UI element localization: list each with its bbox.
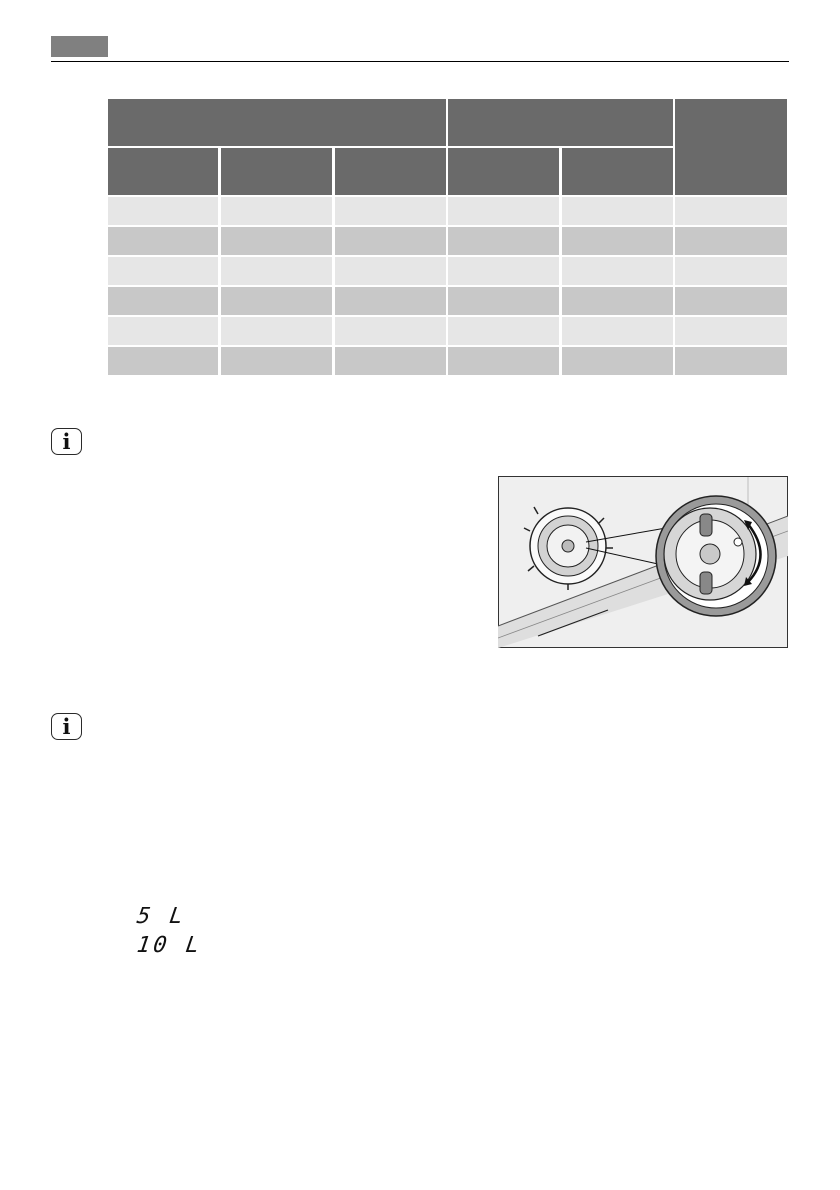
settings-table [108, 99, 787, 375]
table-cell [335, 317, 446, 345]
table-cell [448, 347, 559, 375]
table-cell [335, 197, 446, 225]
table-cell [562, 197, 673, 225]
info-icon: i [51, 713, 82, 740]
table-cell [675, 197, 787, 225]
table-header-group-3 [675, 99, 787, 195]
table-cell [335, 287, 446, 315]
table-cell [221, 257, 332, 285]
table-cell [562, 347, 673, 375]
table-header-group-1 [108, 99, 446, 146]
table-cell [221, 317, 332, 345]
table-cell [448, 317, 559, 345]
header-section-tab [51, 36, 108, 57]
table-cell [335, 257, 446, 285]
table-cell [675, 227, 787, 255]
table-cell [108, 317, 218, 345]
table-cell [675, 317, 787, 345]
info-icon: i [51, 428, 82, 455]
header-rule [51, 61, 789, 62]
table-cell [562, 287, 673, 315]
table-header-col-1 [108, 148, 218, 195]
table-cell [675, 287, 787, 315]
table-cell [335, 227, 446, 255]
table-cell [108, 347, 218, 375]
table-header-col-5 [562, 148, 673, 195]
table-cell [221, 287, 332, 315]
table-header-group-2 [448, 99, 673, 146]
table-cell [108, 197, 218, 225]
table-header-col-4 [448, 148, 559, 195]
table-header-col-2 [221, 148, 332, 195]
large-dial-zoom [656, 496, 776, 616]
table-cell [335, 347, 446, 375]
display-readout-5l: 5 L [135, 904, 188, 929]
table-cell [448, 197, 559, 225]
table-cell [108, 227, 218, 255]
table-cell [448, 227, 559, 255]
table-cell [562, 257, 673, 285]
table-cell [108, 287, 218, 315]
table-cell [221, 197, 332, 225]
table-cell [221, 227, 332, 255]
table-cell [221, 347, 332, 375]
table-cell [675, 257, 787, 285]
table-cell [562, 227, 673, 255]
table-cell [108, 257, 218, 285]
display-readout-10l: 10 L [135, 933, 204, 958]
water-softener-dial-illustration [498, 476, 788, 648]
table-cell [675, 347, 787, 375]
table-cell [562, 317, 673, 345]
table-cell [448, 287, 559, 315]
table-header-col-3 [335, 148, 446, 195]
table-cell [448, 257, 559, 285]
